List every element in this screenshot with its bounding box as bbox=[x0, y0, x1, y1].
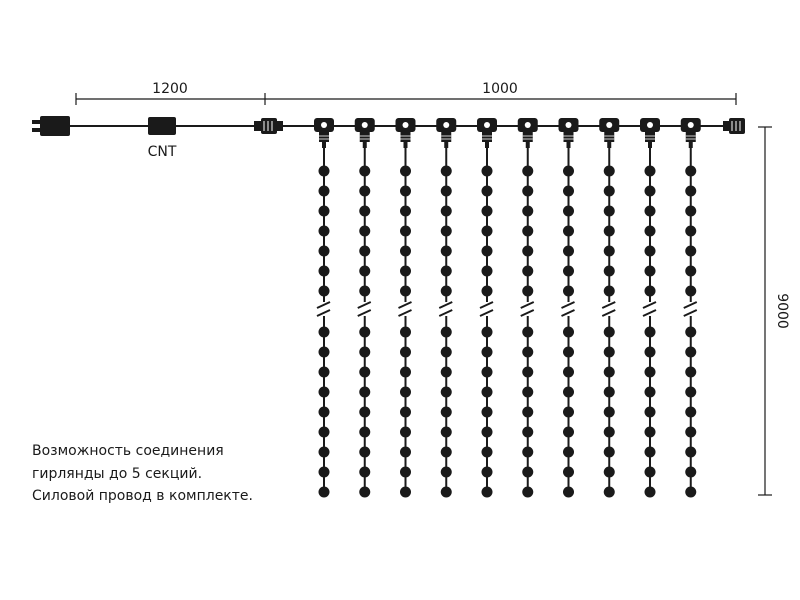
bulb bbox=[441, 186, 452, 197]
bulb bbox=[319, 286, 330, 297]
bulb bbox=[645, 347, 656, 358]
power-plug bbox=[32, 116, 70, 136]
bulb bbox=[319, 266, 330, 277]
bulb bbox=[441, 226, 452, 237]
tee-connector-tail bbox=[607, 142, 611, 148]
bulb bbox=[522, 387, 533, 398]
bulb bbox=[604, 387, 615, 398]
tee-connector-hole bbox=[525, 122, 531, 128]
bulb bbox=[441, 427, 452, 438]
tee-connector-neck bbox=[604, 132, 614, 142]
break-marker bbox=[601, 302, 617, 316]
bulb bbox=[482, 166, 493, 177]
controller bbox=[148, 117, 176, 135]
bulb bbox=[400, 206, 411, 217]
dimension-cable-length-label: 1200 bbox=[152, 81, 188, 97]
tee-connector-hole bbox=[606, 122, 612, 128]
bulb bbox=[319, 327, 330, 338]
break-marker bbox=[357, 302, 373, 316]
bulb bbox=[319, 407, 330, 418]
tee-connector-neck bbox=[564, 132, 574, 142]
bulb bbox=[319, 206, 330, 217]
bulb bbox=[522, 407, 533, 418]
bulb bbox=[563, 427, 574, 438]
light-string bbox=[436, 118, 456, 498]
bulb bbox=[359, 427, 370, 438]
bulb bbox=[359, 266, 370, 277]
bulb bbox=[563, 186, 574, 197]
tee-connector-hole bbox=[688, 122, 694, 128]
bulb bbox=[400, 467, 411, 478]
tee-connector-hole bbox=[403, 122, 409, 128]
bulb bbox=[563, 166, 574, 177]
bulb bbox=[685, 286, 696, 297]
light-string bbox=[681, 118, 701, 498]
bulb bbox=[482, 467, 493, 478]
bulb bbox=[685, 266, 696, 277]
bulb bbox=[400, 266, 411, 277]
bulb bbox=[522, 286, 533, 297]
bulb bbox=[563, 206, 574, 217]
bulb bbox=[604, 286, 615, 297]
tee-connector-neck bbox=[441, 132, 451, 142]
bulb bbox=[400, 226, 411, 237]
info-note-line-3: Силовой провод в комплекте. bbox=[32, 488, 253, 504]
bulb bbox=[522, 487, 533, 498]
bulb bbox=[359, 327, 370, 338]
bulb bbox=[482, 286, 493, 297]
bulb bbox=[685, 367, 696, 378]
dimension-height bbox=[758, 127, 790, 495]
bulb bbox=[685, 387, 696, 398]
bulb bbox=[359, 186, 370, 197]
bulb bbox=[522, 327, 533, 338]
bulb bbox=[645, 327, 656, 338]
bulb bbox=[563, 347, 574, 358]
dimension-width bbox=[265, 81, 736, 105]
bulb bbox=[482, 487, 493, 498]
tee-connector-hole bbox=[321, 122, 327, 128]
bulb bbox=[563, 407, 574, 418]
bulb bbox=[522, 246, 533, 257]
bulb bbox=[522, 266, 533, 277]
bulb bbox=[482, 387, 493, 398]
bulb bbox=[522, 166, 533, 177]
bulb bbox=[441, 246, 452, 257]
bulb bbox=[319, 246, 330, 257]
bulb bbox=[441, 407, 452, 418]
bulb bbox=[522, 206, 533, 217]
tee-connector-tail bbox=[444, 142, 448, 148]
bulb bbox=[563, 226, 574, 237]
bulb bbox=[604, 467, 615, 478]
tee-connector-neck bbox=[319, 132, 329, 142]
bulb bbox=[400, 387, 411, 398]
bulb bbox=[319, 387, 330, 398]
break-marker bbox=[438, 302, 454, 316]
bulb bbox=[604, 186, 615, 197]
tee-connector-tail bbox=[322, 142, 326, 148]
bulb bbox=[645, 186, 656, 197]
bulb bbox=[604, 367, 615, 378]
bulb bbox=[645, 166, 656, 177]
bulb bbox=[400, 487, 411, 498]
dimension-cable-length bbox=[76, 81, 265, 105]
tee-connector-hole bbox=[566, 122, 572, 128]
bulb bbox=[359, 166, 370, 177]
bulb bbox=[685, 166, 696, 177]
bulb bbox=[645, 367, 656, 378]
bulb bbox=[441, 286, 452, 297]
bulb bbox=[400, 286, 411, 297]
bulb bbox=[685, 347, 696, 358]
bulb bbox=[645, 407, 656, 418]
light-string bbox=[314, 118, 334, 498]
tee-connector-tail bbox=[567, 142, 571, 148]
bulb bbox=[645, 226, 656, 237]
light-string bbox=[477, 118, 497, 498]
bulb bbox=[359, 226, 370, 237]
bulb bbox=[645, 206, 656, 217]
bulb bbox=[604, 347, 615, 358]
tee-connector-tail bbox=[363, 142, 367, 148]
bulb bbox=[563, 467, 574, 478]
bulb bbox=[441, 467, 452, 478]
bulb bbox=[400, 186, 411, 197]
bulb bbox=[685, 226, 696, 237]
bulb bbox=[563, 387, 574, 398]
bulb bbox=[522, 226, 533, 237]
tee-connector-tail bbox=[526, 142, 530, 148]
bulb bbox=[400, 367, 411, 378]
bulb bbox=[604, 327, 615, 338]
bulb bbox=[482, 226, 493, 237]
bulb bbox=[604, 166, 615, 177]
tee-connector-hole bbox=[362, 122, 368, 128]
tee-connector-tail bbox=[485, 142, 489, 148]
bulb bbox=[604, 407, 615, 418]
bulb bbox=[522, 367, 533, 378]
bulb bbox=[319, 487, 330, 498]
bulb bbox=[685, 327, 696, 338]
bulb bbox=[359, 367, 370, 378]
bulb bbox=[359, 206, 370, 217]
break-marker bbox=[398, 302, 414, 316]
break-marker bbox=[683, 302, 699, 316]
bulb bbox=[359, 347, 370, 358]
bulb bbox=[359, 246, 370, 257]
tee-connector-neck bbox=[360, 132, 370, 142]
break-marker bbox=[642, 302, 658, 316]
bulb bbox=[319, 226, 330, 237]
bulb bbox=[359, 387, 370, 398]
bulb bbox=[441, 367, 452, 378]
break-marker bbox=[316, 302, 332, 316]
bulb bbox=[359, 487, 370, 498]
bulb bbox=[482, 327, 493, 338]
bulb bbox=[400, 447, 411, 458]
tee-connector-neck bbox=[482, 132, 492, 142]
bulb bbox=[522, 447, 533, 458]
info-note-line-1: Возможность соединения bbox=[32, 443, 224, 459]
bulb bbox=[400, 347, 411, 358]
bulb bbox=[441, 266, 452, 277]
bulb bbox=[685, 407, 696, 418]
tee-connector-neck bbox=[523, 132, 533, 142]
bulb bbox=[604, 447, 615, 458]
bulb bbox=[482, 367, 493, 378]
break-marker bbox=[561, 302, 577, 316]
output-connector bbox=[723, 118, 745, 134]
bulb bbox=[604, 487, 615, 498]
light-string bbox=[518, 118, 538, 498]
bulb bbox=[441, 447, 452, 458]
tee-connector-tail bbox=[689, 142, 693, 148]
bulb bbox=[319, 186, 330, 197]
bulb bbox=[482, 266, 493, 277]
bulb bbox=[359, 447, 370, 458]
dimension-height-label: 9000 bbox=[774, 293, 790, 329]
bulb bbox=[400, 327, 411, 338]
bulb bbox=[482, 206, 493, 217]
bulb bbox=[563, 327, 574, 338]
bulb bbox=[441, 206, 452, 217]
bulb bbox=[319, 447, 330, 458]
bulb bbox=[685, 206, 696, 217]
bulb bbox=[645, 286, 656, 297]
tee-connector-hole bbox=[443, 122, 449, 128]
bulb bbox=[563, 367, 574, 378]
bulb bbox=[319, 427, 330, 438]
tee-connector-tail bbox=[404, 142, 408, 148]
bulb bbox=[645, 487, 656, 498]
bulb bbox=[645, 246, 656, 257]
bulb bbox=[522, 186, 533, 197]
bulb bbox=[645, 447, 656, 458]
bulb bbox=[400, 427, 411, 438]
bulb bbox=[319, 347, 330, 358]
bulb bbox=[441, 487, 452, 498]
bulb bbox=[482, 427, 493, 438]
bulb bbox=[685, 246, 696, 257]
bulb bbox=[482, 186, 493, 197]
tee-connector-tail bbox=[648, 142, 652, 148]
bulb bbox=[563, 286, 574, 297]
bulb bbox=[604, 206, 615, 217]
bulb bbox=[685, 467, 696, 478]
bulb bbox=[604, 266, 615, 277]
bulb bbox=[563, 246, 574, 257]
bulb bbox=[645, 387, 656, 398]
bulb bbox=[563, 487, 574, 498]
bulb bbox=[359, 407, 370, 418]
bulb bbox=[522, 347, 533, 358]
bulb bbox=[441, 347, 452, 358]
controller-label: CNT bbox=[147, 144, 177, 160]
input-connector bbox=[254, 118, 283, 134]
bulb bbox=[319, 467, 330, 478]
bulb bbox=[400, 166, 411, 177]
bulb bbox=[400, 246, 411, 257]
light-string bbox=[355, 118, 375, 498]
bulb bbox=[604, 226, 615, 237]
bulb bbox=[685, 427, 696, 438]
light-string bbox=[559, 118, 579, 498]
bulb bbox=[645, 467, 656, 478]
bulb bbox=[645, 427, 656, 438]
light-strings bbox=[314, 118, 701, 498]
tee-connector-neck bbox=[645, 132, 655, 142]
bulb bbox=[563, 266, 574, 277]
bulb bbox=[604, 246, 615, 257]
bulb bbox=[441, 327, 452, 338]
tee-connector-hole bbox=[484, 122, 490, 128]
bulb bbox=[522, 427, 533, 438]
bulb bbox=[685, 447, 696, 458]
light-string bbox=[640, 118, 660, 498]
tee-connector-hole bbox=[647, 122, 653, 128]
bulb bbox=[685, 487, 696, 498]
break-marker bbox=[479, 302, 495, 316]
tee-connector-neck bbox=[686, 132, 696, 142]
tee-connector-neck bbox=[401, 132, 411, 142]
dimension-width-label: 1000 bbox=[482, 81, 518, 97]
bulb bbox=[563, 447, 574, 458]
bulb bbox=[482, 447, 493, 458]
bulb bbox=[685, 186, 696, 197]
break-marker bbox=[520, 302, 536, 316]
bulb bbox=[604, 427, 615, 438]
bulb bbox=[482, 407, 493, 418]
bulb bbox=[522, 467, 533, 478]
bulb bbox=[482, 246, 493, 257]
light-string bbox=[396, 118, 416, 498]
bulb bbox=[359, 467, 370, 478]
bulb bbox=[441, 166, 452, 177]
bulb bbox=[400, 407, 411, 418]
info-note-line-2: гирлянды до 5 секций. bbox=[32, 465, 203, 482]
bulb bbox=[319, 166, 330, 177]
light-string bbox=[599, 118, 619, 498]
bulb bbox=[319, 367, 330, 378]
bulb bbox=[482, 347, 493, 358]
bulb bbox=[645, 266, 656, 277]
bulb bbox=[359, 286, 370, 297]
info-note bbox=[32, 440, 253, 508]
bulb bbox=[441, 387, 452, 398]
